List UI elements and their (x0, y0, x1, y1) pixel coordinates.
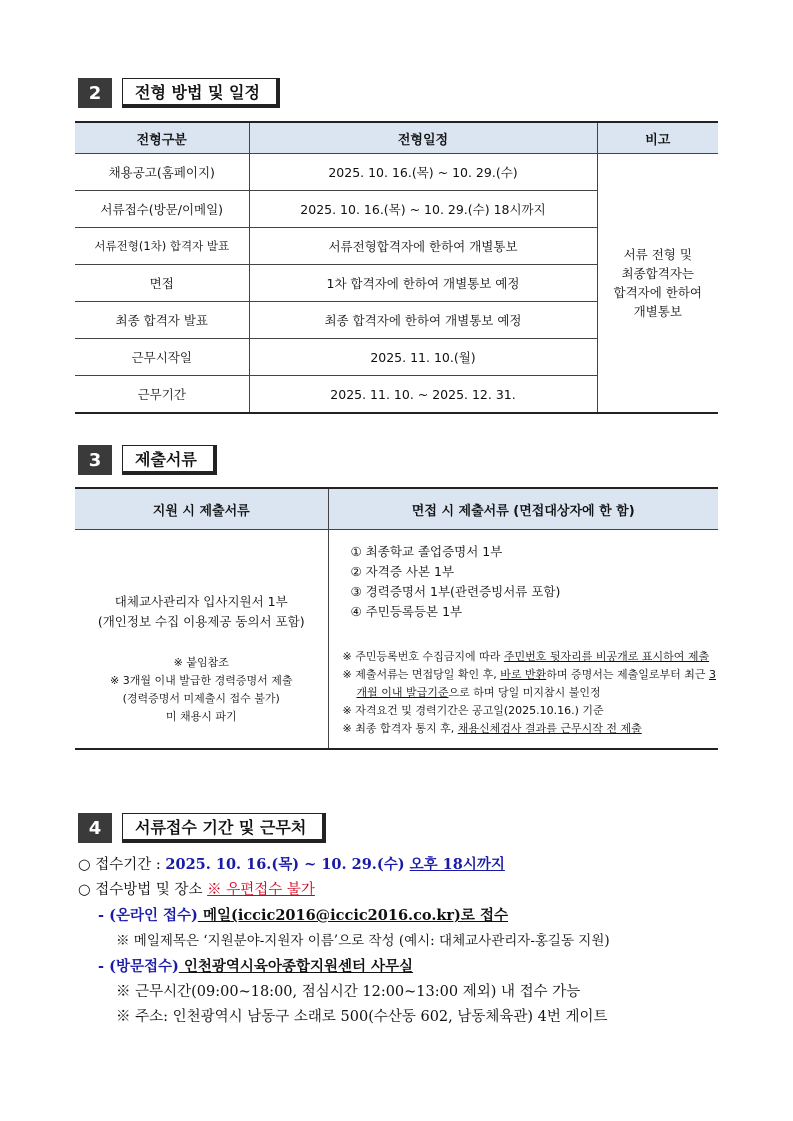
visit-value: 인천광역시육아종합지원센터 사무실 (178, 958, 414, 975)
method-row (78, 878, 768, 903)
table-header-row (75, 122, 718, 154)
documents-table (75, 487, 718, 750)
note-text: 으로 하며 당일 미지참시 불인정 (448, 686, 601, 699)
online-label: (온라인 접수) (109, 907, 198, 924)
note-text: ※ 최종 합격자 통지 후, (342, 722, 458, 735)
period-label: ○ 접수기간 : (78, 857, 166, 873)
row-schedule: 2025. 10. 16.(목) ~ 10. 29.(수) (249, 154, 597, 191)
visit-prefix: - (98, 958, 110, 975)
row-schedule: 2025. 11. 10. ~ 2025. 12. 31. (249, 376, 597, 414)
interview-note (343, 666, 719, 702)
note-underlined: 주민번호 뒷자리를 비공개로 표시하여 제출 (503, 650, 710, 663)
remark-line: 서류 전형 및 (623, 247, 692, 262)
remark-line: 최종합격자는 (621, 266, 694, 281)
visit-row (78, 954, 768, 980)
visit-label: (방문접수) (109, 958, 179, 975)
section-2-header (78, 78, 280, 108)
section-title: 전형 방법 및 일정 (122, 78, 280, 108)
table-row (75, 530, 718, 750)
row-type: 서류접수(방문/이메일) (75, 191, 249, 228)
section-number: 2 (78, 78, 112, 108)
note-text: 하며 증명서는 제출일로부터 최근 (546, 668, 709, 681)
header-remark: 비고 (597, 122, 718, 154)
row-type: 근무시작일 (75, 339, 249, 376)
section-number: 4 (78, 813, 112, 843)
row-schedule: 2025. 10. 16.(목) ~ 10. 29.(수) 18시까지 (249, 191, 597, 228)
note-text: ※ 제출서류는 면접당일 확인 후, (342, 668, 501, 681)
header-type: 전형구분 (75, 122, 249, 154)
apply-doc-line: 대체교사관리자 입사지원서 1부 (114, 594, 288, 609)
interview-doc-item: ② 자격증 사본 1부 (350, 564, 455, 579)
note-underlined: 3개월 이내 발급기준 (356, 668, 716, 699)
apply-note: ※ 붙임참조 (173, 656, 229, 669)
apply-note: (경력증명서 미제출시 접수 불가) (122, 692, 280, 705)
online-prefix: - (98, 907, 110, 924)
note-text: ※ 주민등록번호 수집금지에 따라 (342, 650, 504, 663)
row-type: 최종 합격자 발표 (75, 302, 249, 339)
row-schedule: 1차 합격자에 한하여 개별통보 예정 (249, 265, 597, 302)
period-value: 2025. 10. 16.(목) ~ 10. 29.(수) (165, 856, 410, 873)
row-schedule: 서류전형합격자에 한하여 개별통보 (249, 228, 597, 265)
header-apply-docs: 지원 시 제출서류 (75, 488, 328, 530)
interview-note: ※ 자격요건 및 경력기간은 공고일(2025.10.16.) 기준 (342, 704, 604, 717)
remark-line: 합격자에 한하여 (613, 285, 702, 300)
section-3-header (78, 445, 217, 475)
online-note: ※ 메일제목은 ‘지원분야-지원자 이름’으로 작성 (예시: 대체교사관리자-홍길동 지원) (116, 933, 610, 949)
section-title: 서류접수 기간 및 근무처 (122, 813, 326, 843)
remark-cell (597, 154, 718, 414)
row-type: 서류전형(1차) 합격자 발표 (75, 228, 249, 265)
interview-doc-item: ④ 주민등록등본 1부 (350, 604, 463, 619)
interview-docs-cell (328, 530, 718, 750)
interview-note (343, 720, 719, 738)
apply-note: 미 채용시 파기 (165, 710, 237, 723)
period-row (78, 852, 768, 878)
note-underlined: 바로 반환 (500, 668, 547, 681)
header-schedule: 전형일정 (249, 122, 597, 154)
apply-doc-line: (개인정보 수집 이용제공 동의서 포함) (97, 614, 305, 629)
schedule-table (75, 121, 718, 414)
row-schedule: 2025. 11. 10.(월) (249, 339, 597, 376)
visit-note: ※ 근무시간(09:00~18:00, 점심시간 12:00~13:00 제외) 내 접수 가능 (116, 984, 581, 1000)
apply-docs-cell (75, 530, 328, 750)
apply-note: ※ 3개월 이내 발급한 경력증명서 제출 (110, 674, 293, 687)
method-warning: ※ 우편접수 불가 (207, 882, 315, 898)
table-row (75, 154, 718, 191)
interview-note (343, 648, 719, 666)
section-number: 3 (78, 445, 112, 475)
section-4-header (78, 813, 326, 843)
interview-doc-item: ① 최종학교 졸업증명서 1부 (350, 544, 503, 559)
visit-note: ※ 주소: 인천광역시 남동구 소래로 500(수산동 602, 남동체육관) 4번 게이트 (116, 1009, 608, 1025)
row-type: 채용공고(홈페이지) (75, 154, 249, 191)
interview-doc-item: ③ 경력증명서 1부(관련증빙서류 포함) (350, 584, 561, 599)
online-row (78, 903, 768, 929)
section-title: 제출서류 (122, 445, 217, 475)
online-value: 메일(iccic2016@iccic2016.co.kr)로 접수 (197, 907, 508, 924)
application-info (78, 852, 768, 1030)
table-header-row (75, 488, 718, 530)
header-interview-docs: 면접 시 제출서류 (면접대상자에 한 함) (328, 488, 718, 530)
method-label: ○ 접수방법 및 장소 (78, 882, 208, 898)
row-schedule: 최종 합격자에 한하여 개별통보 예정 (249, 302, 597, 339)
row-type: 면접 (75, 265, 249, 302)
row-type: 근무기간 (75, 376, 249, 414)
period-deadline: 오후 18시까지 (409, 856, 505, 873)
note-underlined: 채용신체검사 결과를 근무시작 전 제출 (457, 722, 642, 735)
remark-line: 개별통보 (633, 304, 682, 319)
